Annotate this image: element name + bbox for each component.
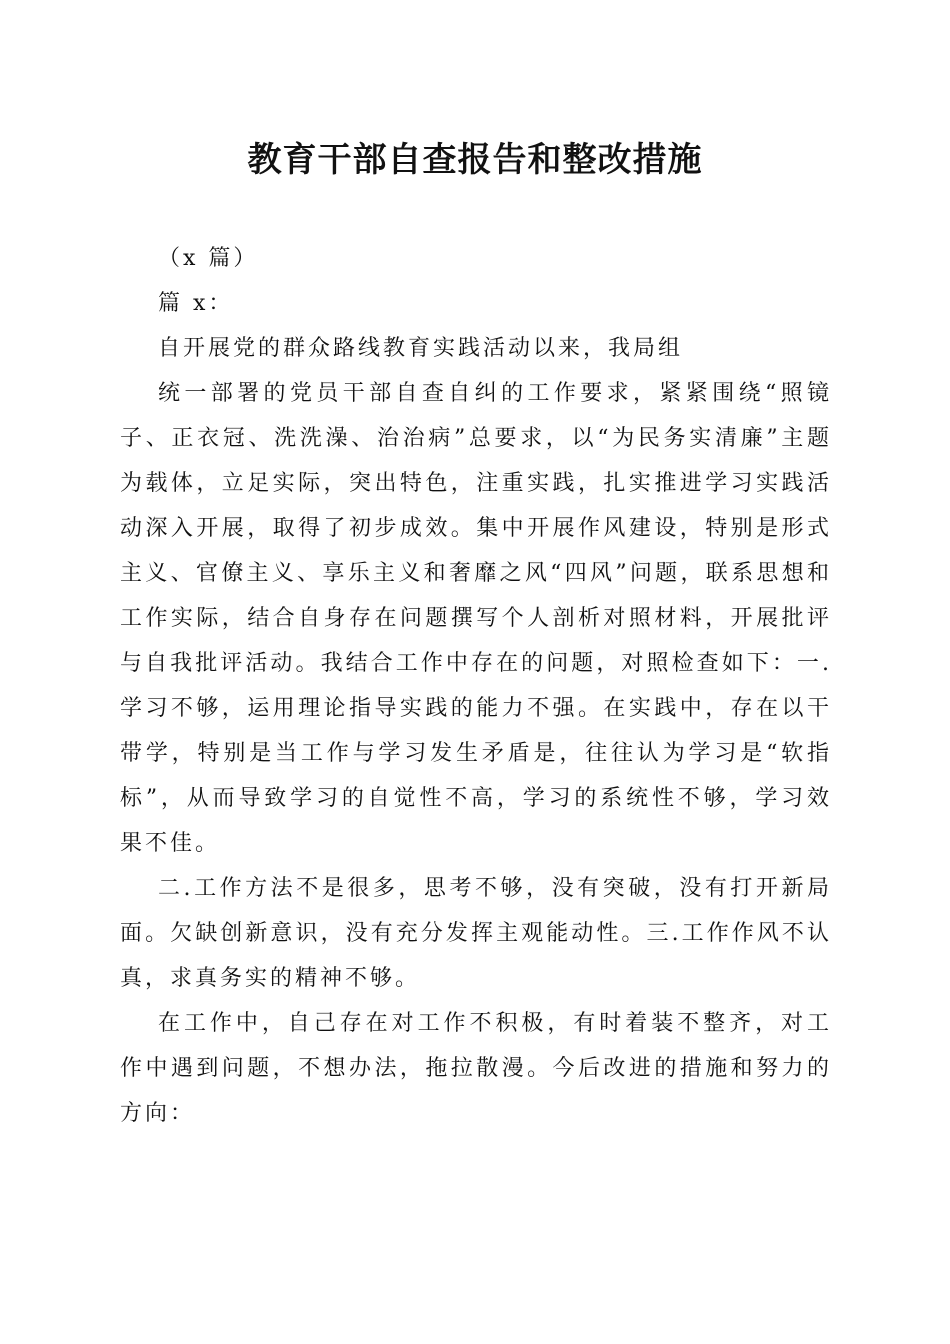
document-body (120, 236, 832, 1136)
paragraph-improvement: 在工作中，自己存在对工作不积极，有时着装不整齐，对工作中遇到问题，不想办法，拖拉散漫。今后改进的措施和努力的方向： (120, 1011, 832, 1126)
paragraph-section-label: 篇 x： (158, 291, 234, 316)
document-title: 教育干部自查报告和整改措施 (247, 140, 703, 180)
paragraph-intro: 自开展党的群众路线教育实践活动以来，我局组 (158, 336, 684, 361)
paragraph-count-note: （x 篇） (158, 246, 259, 271)
paragraph-self-check: 统一部署的党员干部自查自纠的工作要求，紧紧围绕“照镜子、正衣冠、洗洗澡、治治病”总要求，以“为民务实清廉”主题为载体，立足实际，突出特色，注重实践，扎实推进学习实践活动深入开展，取得了初步成效。集中开展作风建设，特别是形式主义、官僚主义、享乐主义和奢靡之风“四风”问题，联系思想和工作实际，结合自身存在问题撰写个人剖析对照材料，开展批评与自我批评活动。我结合工作中存在的问题，对照检查如下：一.学习不够，运用理论指导实践的能力不强。在实践中，存在以干带学，特别是当工作与学习发生矛盾是，往往认为学习是“软指标”，从而导致学习的自觉性不高，学习的系统性不够，学习效果不佳。 (120, 381, 832, 856)
paragraph-work-methods: 二.工作方法不是很多，思考不够，没有突破，没有打开新局面。欠缺创新意识，没有充分发挥主观能动性。三.工作作风不认真，求真务实的精神不够。 (120, 876, 832, 991)
